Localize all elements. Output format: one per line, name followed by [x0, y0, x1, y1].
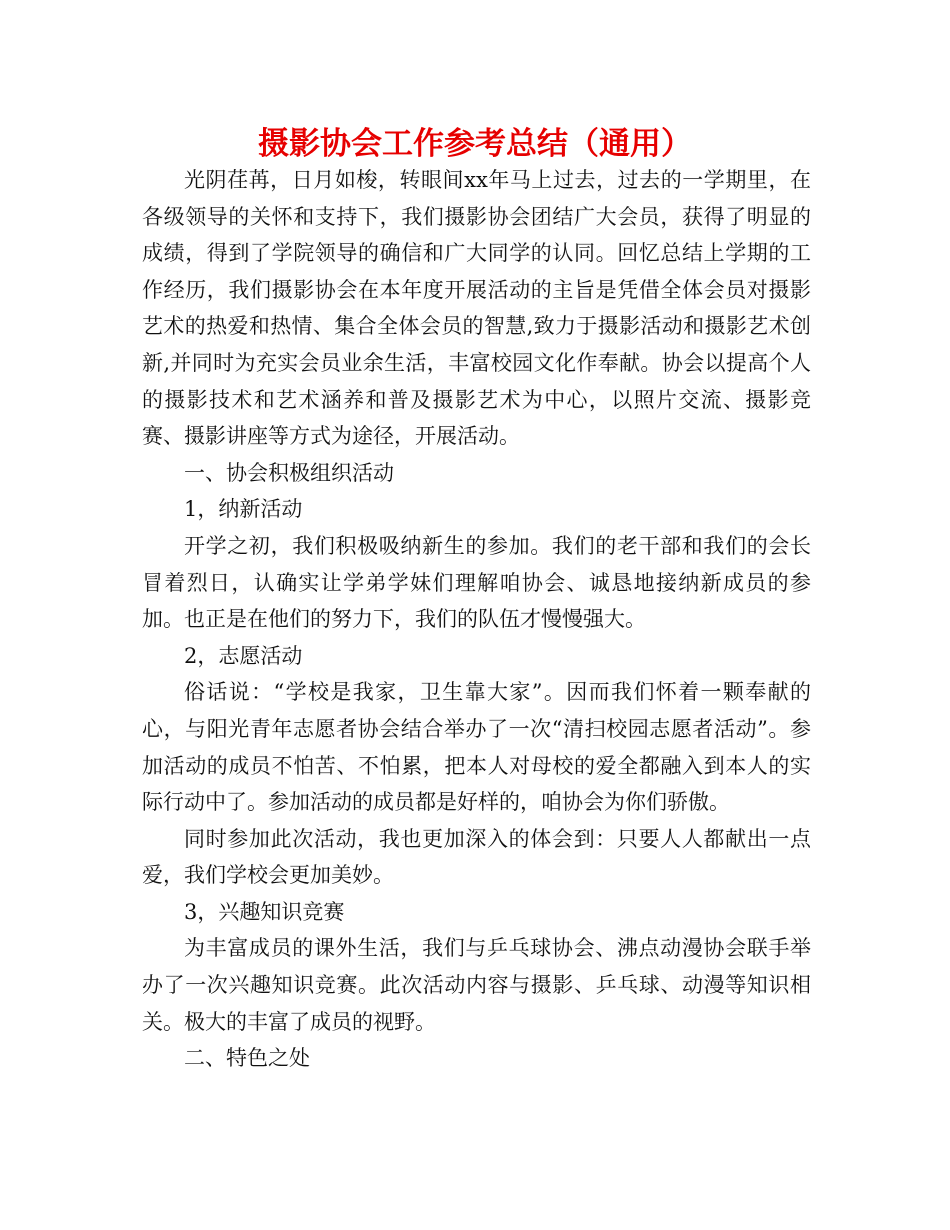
subsection-heading-3: 3，兴趣知识竞赛 — [184, 899, 345, 924]
subsection-heading-1: 1，纳新活动 — [184, 497, 303, 522]
section-heading-1: 一、协会积极组织活动 — [184, 460, 394, 485]
section-heading-2: 二、特色之处 — [184, 1046, 310, 1071]
document-body — [142, 162, 811, 1077]
quiz-paragraph: 为丰富成员的课外生活，我们与乒乓球协会、沸点动漫协会联手举办了一次兴趣知识竞赛。此次活动内容与摄影、乒乓球、动漫等知识相关。极大的丰富了成员的视野。 — [142, 936, 811, 1034]
intro-paragraph: 光阴荏苒，日月如梭，转眼间xx年马上过去，过去的一学期里，在各级领导的关怀和支持下，我们摄影协会团结广大会员，获得了明显的成绩，得到了学院领导的确信和广大同学的认同。回忆总结上学期的工作经历，我们摄影协会在本年度开展活动的主旨是凭借全体会员对摄影艺术的热爱和热情、集合全体会员的智慧,致力于摄影活动和摄影艺术创新,并同时为充实会员业余生活，丰富校园文化作奉献。协会以提高个人的摄影技术和艺术涵养和普及摄影艺术为中心，以照片交流、摄影竞赛、摄影讲座等方式为途径，开展活动。 — [142, 168, 811, 449]
volunteer-paragraph: 俗话说：“学校是我家，卫生靠大家”。因而我们怀着一颗奉献的心，与阳光青年志愿者协会结合举办了一次“清扫校园志愿者活动”。参加活动的成员不怕苦、不怕累，把本人对母校的爱全都融入到本人的实际行动中了。参加活动的成员都是好样的，咱协会为你们骄傲。 — [142, 680, 811, 815]
recruitment-paragraph: 开学之初，我们积极吸纳新生的参加。我们的老干部和我们的会长冒着烈日，认确实让学弟学妹们理解咱协会、诚恳地接纳新成员的参加。也正是在他们的努力下，我们的队伍才慢慢强大。 — [142, 533, 811, 632]
document-title: 摄影协会工作参考总结（通用） — [258, 126, 692, 162]
reflection-paragraph: 同时参加此次活动，我也更加深入的体会到：只要人人都献出一点爱，我们学校会更加美妙。 — [142, 826, 811, 888]
subsection-heading-2: 2，志愿活动 — [184, 643, 303, 668]
